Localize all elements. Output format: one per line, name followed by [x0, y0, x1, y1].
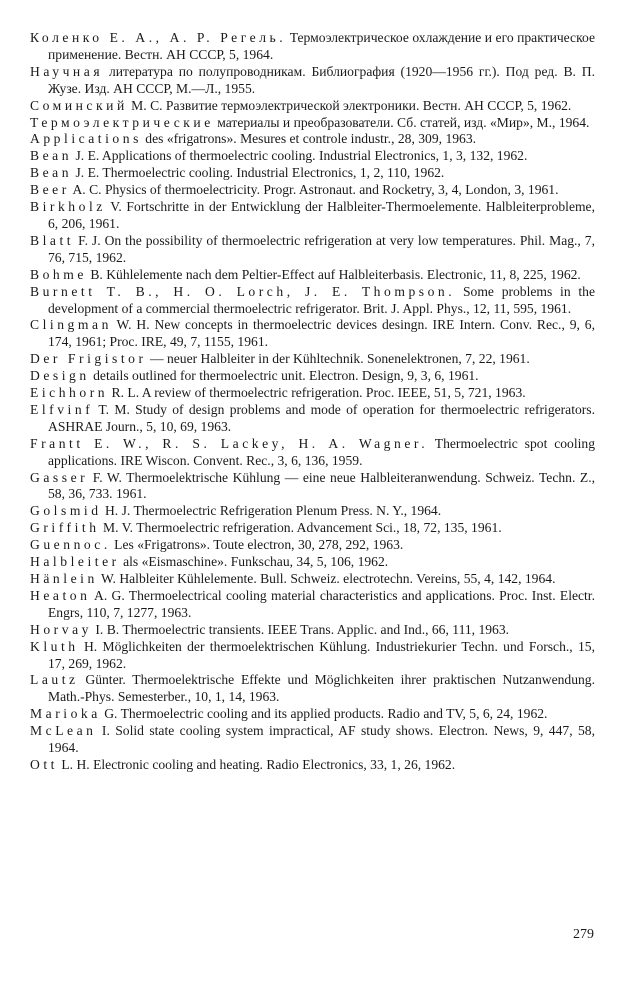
entry-author: Gasser [30, 469, 89, 485]
bibliography-entry [30, 199, 595, 233]
entry-author: Eichhorn [30, 385, 109, 401]
bibliography-entry [30, 470, 595, 504]
entry-text: Thermoelectric spot cooling applications. IRE Wiscon. Convent. Rec., 3, 6, 136, 1959. [48, 435, 595, 468]
entry-text: W. H. New concepts in thermoelectric devices desingn. IRE Intern. Conv. Rec., 9, 6, 174, 1961; Proc. IRE, 49, 7, 1155, 1961. [48, 317, 595, 350]
entry-text: M. V. Thermoelectric refrigeration. Advancement Sci., 18, 72, 135, 1961. [99, 520, 502, 536]
entry-text: Some problems in the development of a commercial thermoelectric refrigerator. Brit. J. Appl. Phys., 12, 11, 595, 1961. [48, 283, 595, 316]
entry-text: I. B. Thermoelectric transients. IEEE Trans. Applic. and Ind., 66, 111, 1963. [91, 621, 510, 637]
entry-author: Halbleiter [30, 554, 120, 570]
entry-author: Applications [30, 131, 142, 147]
entry-text: details outlined for thermoelectric unit. Electron. Design, 9, 3, 6, 1961. [89, 368, 479, 384]
bibliography-entry [30, 98, 595, 115]
entry-text: F. J. On the possibility of thermoelectric refrigeration at very low temperatures. Phil. Mag., 7, 76, 715, 1962. [48, 232, 595, 265]
entry-text: als «Eismaschine». Funkschau, 34, 5, 106, 1962. [119, 554, 389, 570]
bibliography-entry [30, 622, 595, 639]
entry-author: Коленко Е. А., А. Р. Регель. [30, 30, 287, 45]
bibliography-entry [30, 385, 595, 402]
entry-author: Heaton [30, 587, 91, 603]
entry-text: I. Solid state cooling system impractical, AF study shows. Electron. News, 9, 447, 58, 1964. [48, 723, 595, 756]
bibliography-entry [30, 757, 595, 774]
bibliography-entry [30, 182, 595, 199]
entry-author: Научная [30, 63, 104, 79]
bibliography-entry [30, 537, 595, 554]
bibliography-entry [30, 115, 595, 132]
entry-text: A. G. Thermoelectrical cooling material characteristics and applications. Proc. Inst. Electr. Engrs, 110, 7, 1277, 1963. [48, 587, 595, 620]
entry-author: Bean [30, 148, 73, 164]
entry-author: Hänlein [30, 571, 98, 586]
bibliography-entry [30, 503, 595, 520]
entry-text: Термоэлектрическое охлаждение и его практическое применение. Вестн. АН СССР, 5, 1964. [48, 30, 596, 62]
entry-author: Marioka [30, 706, 101, 722]
entry-author: Frantt E. W., R. S. Lackey, H. A. Wagner. [30, 435, 429, 451]
entry-text: W. Halbleiter Kühlelemente. Bull. Schweiz. electrotechn. Vereins, 55, 4, 142, 1964. [97, 571, 556, 586]
entry-author: Burnett T. B., H. O. Lorch, J. E. Thompson. [30, 283, 456, 299]
entry-author: Kluth [30, 638, 79, 654]
entry-author: Guennoc. [30, 537, 111, 553]
entry-author: Соминский [30, 97, 128, 113]
entry-text: М. С. Развитие термоэлектрической электроники. Вестн. АН СССР, 5, 1962. [127, 97, 572, 113]
entry-text: T. M. Study of design problems and mode of operation for thermoelectric refrigerators. ASHRAE Journ., 5, 10, 69, 1963. [48, 401, 595, 434]
bibliography-entry [30, 267, 595, 284]
entry-text: литература по полупроводникам. Библиография (1920—1956 гг.). Под ред. В. П. Жузе. Изд. АН СССР, М.—Л., 1955. [48, 63, 595, 96]
entry-text: H. Möglichkeiten der thermoelektrischen Kühlung. Industriekurier Techn. und Forsch., 15, 17, 269, 1962. [48, 638, 595, 671]
entry-text: G. Thermoelectric cooling and its applied products. Radio and TV, 5, 6, 24, 1962. [100, 706, 548, 722]
entry-text: B. Kühlelemente nach dem Peltier-Effect auf Halbleiterbasis. Electronic, 11, 8, 225, 1962. [86, 266, 581, 282]
entry-author: Griffith [30, 520, 100, 536]
bibliography-entry [30, 30, 595, 64]
entry-text: des «frigatrons». Mesures et controle industr., 28, 309, 1963. [141, 131, 477, 147]
bibliography-entry [30, 402, 595, 436]
entry-text: J. E. Thermoelectric cooling. Industrial Electronics, 1, 2, 110, 1962. [72, 165, 445, 181]
entry-author: Golsmid [30, 503, 102, 519]
page-number: 279 [573, 927, 594, 942]
bibliography-entry [30, 351, 595, 368]
bibliography-entry [30, 554, 595, 571]
entry-text: Les «Frigatrons». Toute electron, 30, 278, 292, 1963. [110, 537, 404, 553]
bibliography-entry [30, 131, 595, 148]
entry-text: F. W. Thermoelektrische Kühlung — eine neue Halbleiteranwendung. Schweiz. Techn. Z., 58, 36, 733. 1961. [48, 469, 595, 502]
entry-text: L. H. Electronic cooling and heating. Radio Electronics, 33, 1, 26, 1962. [57, 756, 456, 772]
bibliography-entry [30, 165, 595, 182]
entry-text: J. E. Applications of thermoelectric cooling. Industrial Electronics, 1, 3, 132, 1962. [72, 148, 528, 164]
bibliography-entry [30, 148, 595, 165]
entry-author: Blatt [30, 232, 75, 248]
entry-author: Bohme [30, 266, 87, 282]
bibliography-entry [30, 672, 595, 706]
bibliography-list [30, 30, 595, 774]
bibliography-entry [30, 706, 595, 723]
entry-author: Beer [30, 182, 70, 198]
bibliography-entry [30, 368, 595, 385]
entry-author: Ott [30, 756, 58, 772]
bibliography-entry [30, 284, 595, 318]
entry-author: Термоэлектрические [30, 114, 214, 130]
bibliography-entry [30, 317, 595, 351]
bibliography-entry [30, 571, 595, 588]
entry-author: Birkholz [30, 199, 106, 215]
bibliography-entry [30, 723, 595, 757]
bibliography-entry [30, 520, 595, 537]
bibliography-entry [30, 588, 595, 622]
entry-text: материалы и преобразователи. Сб. статей, изд. «Мир», М., 1964. [213, 114, 590, 130]
bibliography-entry [30, 436, 595, 470]
entry-text: Günter. Thermoelektrische Effekte und Möglichkeiten ihrer praktischen Nutzanwendung. Math.-Phys. Semesterber., 10, 1, 14, 1963. [48, 672, 595, 705]
bibliography-entry [30, 233, 595, 267]
entry-author: Elfvinf [30, 401, 94, 417]
bibliography-entry [30, 639, 595, 673]
entry-author: Bean [30, 165, 73, 181]
entry-author: Clingman [30, 317, 112, 333]
entry-text: A. C. Physics of thermoelectricity. Progr. Astronaut. and Rocketry, 3, 4, London, 3, 1961. [69, 182, 559, 198]
entry-text: H. J. Thermoelectric Refrigeration Plenum Press. N. Y., 1964. [101, 503, 442, 519]
entry-author: Design [30, 368, 90, 384]
entry-text: — neuer Halbleiter in der Kühltechnik. Sonenelektronen, 7, 22, 1961. [146, 351, 530, 367]
bibliography-entry [30, 64, 595, 98]
entry-author: McLean [30, 723, 97, 739]
entry-author: Der Frigistor [30, 351, 147, 367]
entry-author: Lautz [30, 672, 79, 688]
entry-author: Horvay [30, 621, 92, 637]
entry-text: V. Fortschritte in der Entwicklung der Halbleiter-Thermoelemente. Halbleiterprobleme, 6, 206, 1961. [48, 199, 595, 231]
entry-text: R. L. A review of thermoelectric refrigeration. Proc. IEEE, 51, 5, 721, 1963. [108, 385, 526, 401]
